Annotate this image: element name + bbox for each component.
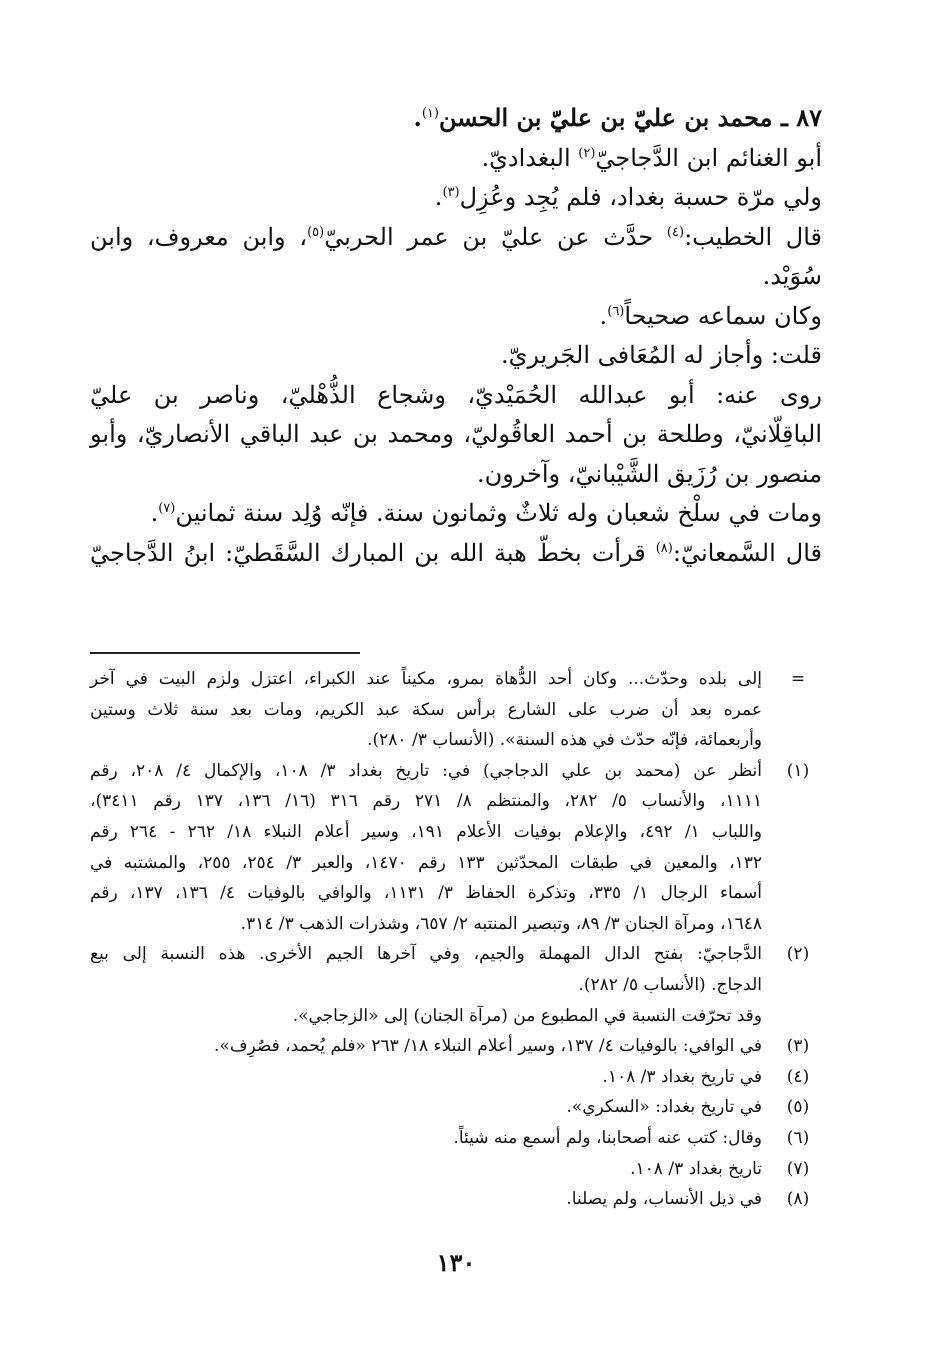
- footnote-ref: (٢): [578, 145, 596, 161]
- footnote-ref: (٥): [307, 224, 325, 240]
- footnote-mark: (٥): [786, 1097, 810, 1118]
- text-line: روى عنه: أبو عبدالله الحُمَيْديّ، وشجاع الذُّهْليّ، وناصر بن عليّ: [90, 380, 822, 409]
- text-line: وكان سماعه صحيحاً$^{(٦)}$.: [599, 301, 822, 330]
- footnote-mark: (٦): [786, 1127, 810, 1148]
- text-line: سُوَيْد.: [762, 262, 822, 290]
- footnote-ref: (١): [421, 106, 439, 121]
- footnote-7: (٧) تاريخ بغداد ٣/ ١٠٨.: [90, 1154, 822, 1185]
- main-text: [90, 98, 822, 573]
- footnote-ref: (٨): [655, 540, 673, 556]
- page-number: ١٣٠: [436, 1248, 476, 1277]
- book-page: [90, 98, 822, 1318]
- text-line: ومات في سلْخ شعبان وله ثلاثٌ وثمانون سنة. فإنّه وُلِد سنة ثمانين$^{(٧)}$.: [150, 499, 822, 527]
- text-line: قال الخطيب:$^{(٤)}$ حدَّث عن عليّ بن عمر الحربيّ$^{(٥)}$، وابن معروف، وابن: [90, 222, 823, 251]
- footnote-4: (٤) في تاريخ بغداد ٣/ ١٠٨.: [90, 1062, 822, 1093]
- footnote-separator: [90, 652, 360, 654]
- entry-title-line: ٨٧ ـ محمد بن عليّ بن عليّ بن الحسن$^{(١)}$.: [413, 103, 822, 132]
- footnote-mark: (٣): [786, 1036, 810, 1057]
- footnote-mark: =: [790, 669, 806, 689]
- footnote-8: (٨) في ذيل الأنساب، ولم يصلنا.: [90, 1184, 822, 1215]
- text-line: قلت: وأجاز له المُعَافى الجَريريّ.: [500, 341, 822, 369]
- footnote-mark: (٢): [786, 944, 810, 965]
- entry-title: ٨٧ ـ محمد بن عليّ بن عليّ بن الحسن: [438, 103, 822, 132]
- footnote-5: (٥) في تاريخ بغداد: «السكري».: [90, 1092, 822, 1123]
- text-line: الباقِلّانيّ، وطلحة بن أحمد العاقُوليّ، ومحمد بن عبد الباقي الأنصاريّ، وأبو: [90, 420, 822, 448]
- footnote-6: (٦) وقال: كتب عنه أصحابنا، ولم أسمع منه شيئاً.: [90, 1123, 822, 1154]
- text-line: ولي مرّة حسبة بغداد، فلم يُجِد وعُزِل$^{(٣)}$.: [434, 183, 822, 211]
- footnote-2: (٢) الدَّجاجيّ: بفتح الدال المهملة والجيم، وفي آخرها الجيم الأخرى. هذه النسبة إلى بيع الدجاج. (الأنساب ٥/ ٢٨٢). وقد تحرّفت النسبة في المطبوع من (مرآة الجنان) إلى «الزجاجي».: [90, 939, 822, 1031]
- footnote-mark: (٤): [786, 1066, 810, 1087]
- text-line: منصور بن رُزَيق الشَّيْبانيّ، وآخرون.: [476, 459, 822, 488]
- footnote-mark: (١): [786, 760, 810, 781]
- text-line: قال السَّمعانيّ:$^{(٨)}$ قرأت بخطّ هبة الله بن المبارك السَّقَطيّ: ابنُ الدَّجاجيّ: [90, 538, 823, 567]
- footnote-3: (٣) في الوافي: بالوفيات ٤/ ١٣٧، وسير أعلام النبلاء ١٨/ ٢٦٣ «فلم يُحمد، فصُرِف».: [90, 1031, 822, 1062]
- footnote-ref: (٧): [158, 501, 176, 516]
- footnote-mark: (٧): [786, 1158, 810, 1179]
- text-line: أبو الغنائم ابن الدَّجاجيّ$^{(٢)}$ البغداديّ.: [481, 143, 822, 172]
- footnote-mark: (٨): [786, 1189, 810, 1210]
- footnote-continuation: = إلى بلده وحدّث... وكان أحد الدُّهاة بمرو، مكيناً عند الكبراء، اعتزل ولزم البيت في آخر عمره بعد أن ضرب على الشارع برأس سكة عبد الكريم، ومات بعد سنة ثلاث وستين وأربعمائة، فإنّه حدّث في هذه السنة». (الأنساب ٣/ ٢٨٠).: [90, 664, 822, 756]
- footnotes: [90, 664, 822, 1215]
- footnote-ref: (٤): [666, 224, 685, 240]
- footnote-ref: (٦): [607, 303, 625, 319]
- footnote-1: (١) أنظر عن (محمد بن علي الدجاجي) في: تاريخ بغداد ٣/ ١٠٨، والإكمال ٤/ ٢٠٨، رقم ١١١١، والأنساب ٥/ ٢٨٢، والمنتظم ٨/ ٢٧١ رقم ٣١٦ (١٦/ ١٣٦، ١٣٧ رقم ٣٤١١)، واللباب ١/ ٤٩٢، والإعلام بوفيات الأعلام ١٩١، وسير أعلام النبلاء ١٨/ ٢٦٢ - ٢٦٤ رقم ١٣٢، والمعين في طبقات المحدّثين ١٣٣ رقم ١٤٧٠، والعبر ٣/ ٢٥٤، ٢٥٥، والمشتبه في أسماء الرجال ١/ ٣٣٥، وتذكرة الحفاظ ٣/ ١١٣١، والوافي بالوفيات ٤/ ١٣٦، ١٣٧، رقم ١٦٤٨، ومرآة الجنان ٣/ ٨٩، وتبصير المنتبه ٢/ ٦٥٧، وشذرات الذهب ٣/ ٣١٤.: [90, 756, 822, 940]
- footnote-ref: (٣): [442, 185, 460, 200]
